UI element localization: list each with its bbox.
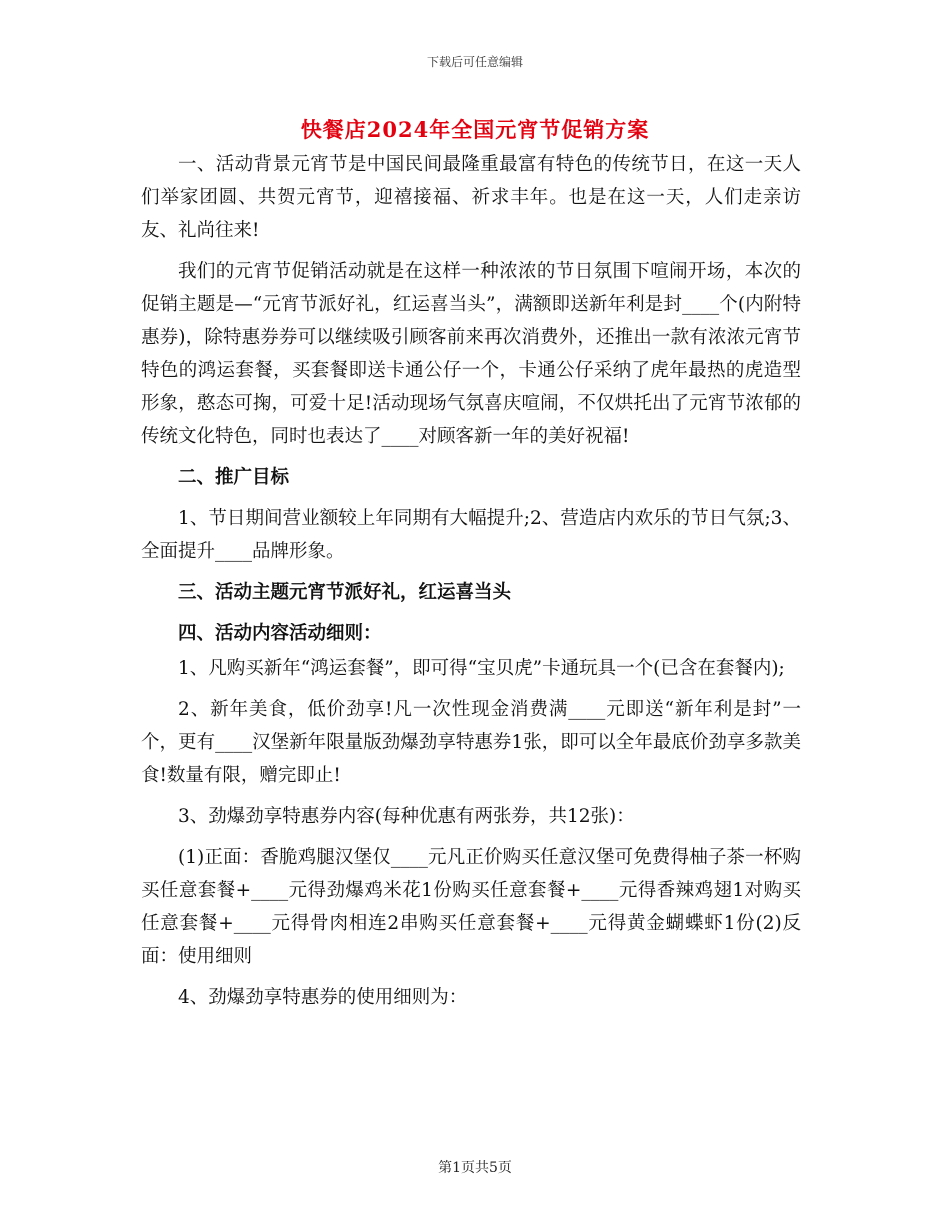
heading-activity-rules: 四、活动内容活动细则： [178,623,382,644]
paragraph-background: 一、活动背景元宵节是中国民间最隆重最富有特色的传统节日，在这一天人们举家团圆、共贺元宵节，迎禧接福、祈求丰年。也是在这一天，人们走亲访友、礼尚往来! [141,154,801,241]
paragraph-rule-2: 2、新年美食，低价劲享!凡一次性现金消费满____元即送“新年利是封”一个，更有____汉堡新年限量版劲爆劲享特惠券1张，即可以全年最底价劲享多款美食!数量有限，赠完即止! [141,699,801,786]
heading-activity-theme: 三、活动主题元宵节派好礼，红运喜当头 [178,582,512,603]
paragraph-rule-3: 3、劲爆劲享特惠券内容(每种优惠有两张券，共12张)： [178,806,635,827]
heading-promotion-goals: 二、推广目标 [178,467,290,488]
document-body [141,148,801,1022]
paragraph-promotion-intro: 我们的元宵节促销活动就是在这样一种浓浓的节日氛围下喧闹开场，本次的促销主题是—“元宵节派好礼，红运喜当头”，满额即送新年利是封____个(内附特惠券)，除特惠券券可以继续吸引顾客前来再次消费外，还推出一款有浓浓元宵节特色的鸿运套餐，买套餐即送卡通公仔一个，卡通公仔采纳了虎年最热的虎造型形象，憨态可掬，可爱十足!活动现场气氛喜庆喧闹，不仅烘托出了元宵节浓郁的传统文化特色，同时也表达了____对顾客新一年的美好祝福! [141,261,801,447]
paragraph-rule-4: 4、劲爆劲享特惠券的使用细则为： [178,987,468,1008]
paragraph-goals: 1、节日期间营业额较上年同期有大幅提升;2、营造店内欢乐的节日气氛;3、全面提升____品牌形象。 [141,508,801,562]
paragraph-rule-1: 1、凡购买新年“鸿运套餐”，即可得“宝贝虎”卡通玩具一个(已含在套餐内); [178,658,785,679]
page-number: 第1页共5页 [438,1160,512,1176]
document-title: 快餐店2024年全国元宵节促销方案 [300,117,650,142]
header-note: 下载后可任意编辑 [426,55,523,69]
paragraph-coupon-details: (1)正面：香脆鸡腿汉堡仅____元凡正价购买任意汉堡可免费得柚子茶一杯购买任意套餐+____元得劲爆鸡米花1份购买任意套餐+____元得香辣鸡翅1对购买任意套餐+____元得骨肉相连2串购买任意套餐+____元得黄金蝴蝶虾1份(2)反面：使用细则 [141,847,801,967]
